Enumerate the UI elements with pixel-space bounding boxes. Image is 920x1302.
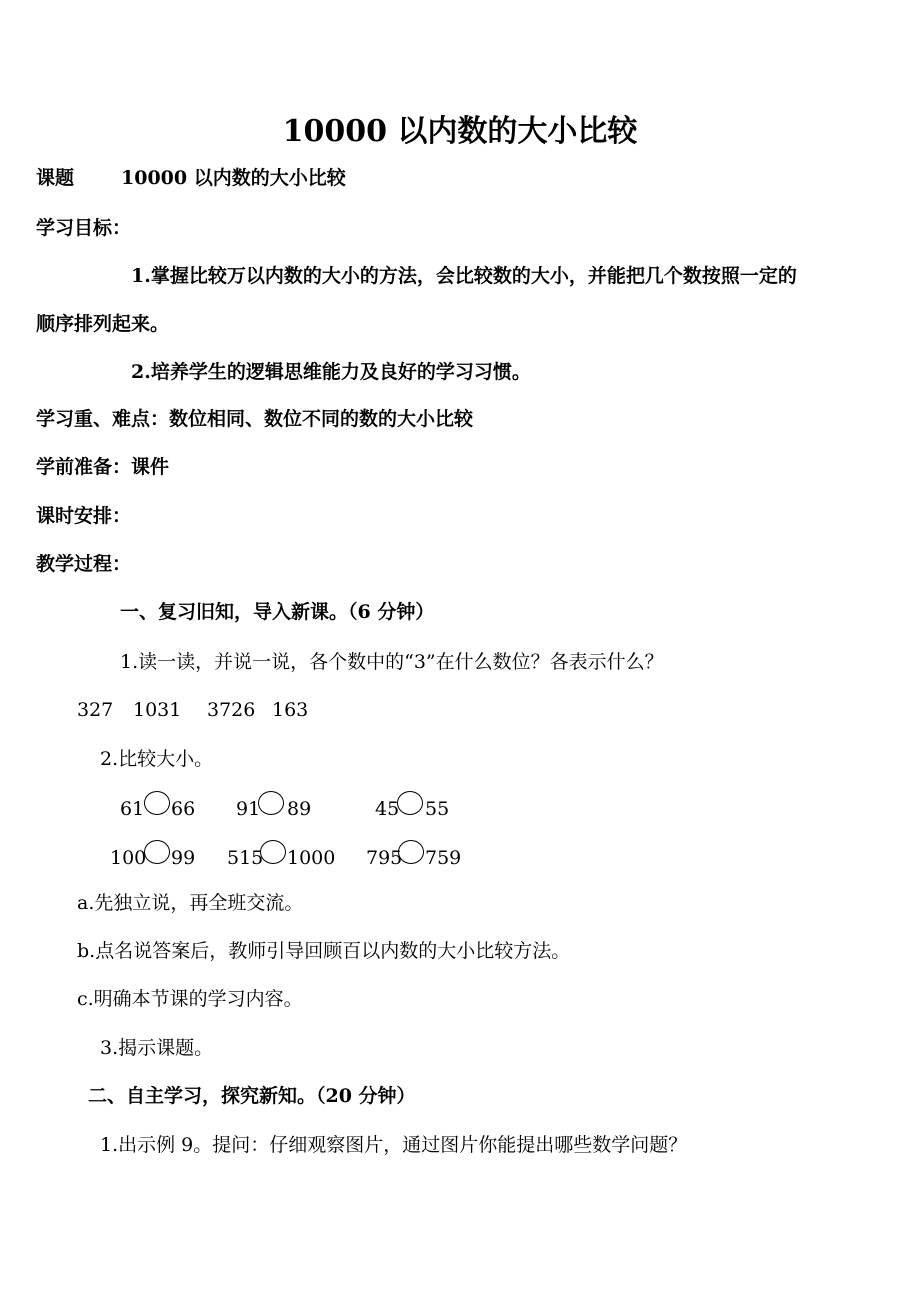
- process-heading: 教学过程：: [36, 553, 132, 575]
- section-2-heading: 二、自主学习，探究新知。（20 分钟）: [88, 1085, 416, 1107]
- document-title: 10000 以内数的大小比较: [282, 114, 638, 149]
- comparison-left: 100: [110, 847, 147, 869]
- section-1-heading: 一、复习旧知，导入新课。（6 分钟）: [120, 601, 435, 623]
- lesson-value: 10000 以内数的大小比较: [121, 167, 346, 189]
- comparison-item: [227, 846, 337, 870]
- comparison-item: [236, 797, 316, 821]
- answer-circle[interactable]: [258, 791, 284, 815]
- number-163: 163: [272, 699, 309, 721]
- step-a: a.先独立说，再全班交流。: [77, 892, 304, 914]
- number-3726: 3726: [207, 699, 256, 721]
- comparison-right: 759: [425, 847, 462, 869]
- objective-1-line-1: 1.掌握比较万以内数的大小的方法，会比较数的大小，并能把几个数按照一定的: [131, 265, 797, 287]
- comparison-item: [110, 846, 200, 870]
- key-points: 学习重、难点：数位相同、数位不同的数的大小比较: [36, 408, 474, 430]
- objectives-heading: 学习目标：: [36, 217, 132, 239]
- comparison-right: 89: [287, 798, 312, 820]
- answer-circle[interactable]: [397, 791, 423, 815]
- comparison-right: 55: [425, 798, 450, 820]
- answer-circle[interactable]: [260, 840, 286, 864]
- comparison-item: [366, 846, 466, 870]
- number-1031: 1031: [133, 699, 182, 721]
- item-2-1: 1.出示例 9。提问：仔细观察图片，通过图片你能提出哪些数学问题？: [100, 1134, 688, 1156]
- step-c: c.明确本节课的学习内容。: [77, 988, 303, 1010]
- item-1-2: 2.比较大小。: [100, 748, 214, 770]
- answer-circle[interactable]: [144, 791, 170, 815]
- comparison-left: 515: [227, 847, 264, 869]
- comparison-left: 91: [236, 798, 261, 820]
- comparison-right: 66: [171, 798, 196, 820]
- comparison-left: 795: [366, 847, 403, 869]
- lesson-label: 课题: [36, 167, 75, 189]
- item-1-3: 3.揭示课题。: [100, 1037, 214, 1059]
- number-327: 327: [77, 699, 114, 721]
- step-b: b.点名说答案后，教师引导回顾百以内数的大小比较方法。: [77, 940, 571, 962]
- item-1-1: 1.读一读，并说一说，各个数中的“3”在什么数位？各表示什么？: [120, 651, 664, 673]
- objective-2: 2.培养学生的逻辑思维能力及良好的学习习惯。: [131, 361, 531, 383]
- answer-circle[interactable]: [398, 840, 424, 864]
- answer-circle[interactable]: [144, 840, 170, 864]
- comparison-left: 61: [120, 798, 145, 820]
- comparison-right: 99: [171, 847, 196, 869]
- schedule: 课时安排：: [36, 505, 132, 527]
- comparison-item: [375, 797, 455, 821]
- comparison-item: [120, 797, 200, 821]
- comparison-right: 1000: [287, 847, 336, 869]
- comparison-left: 45: [375, 798, 400, 820]
- preparation: 学前准备：课件: [36, 456, 170, 478]
- objective-1-line-2: 顺序排列起来。: [36, 313, 170, 335]
